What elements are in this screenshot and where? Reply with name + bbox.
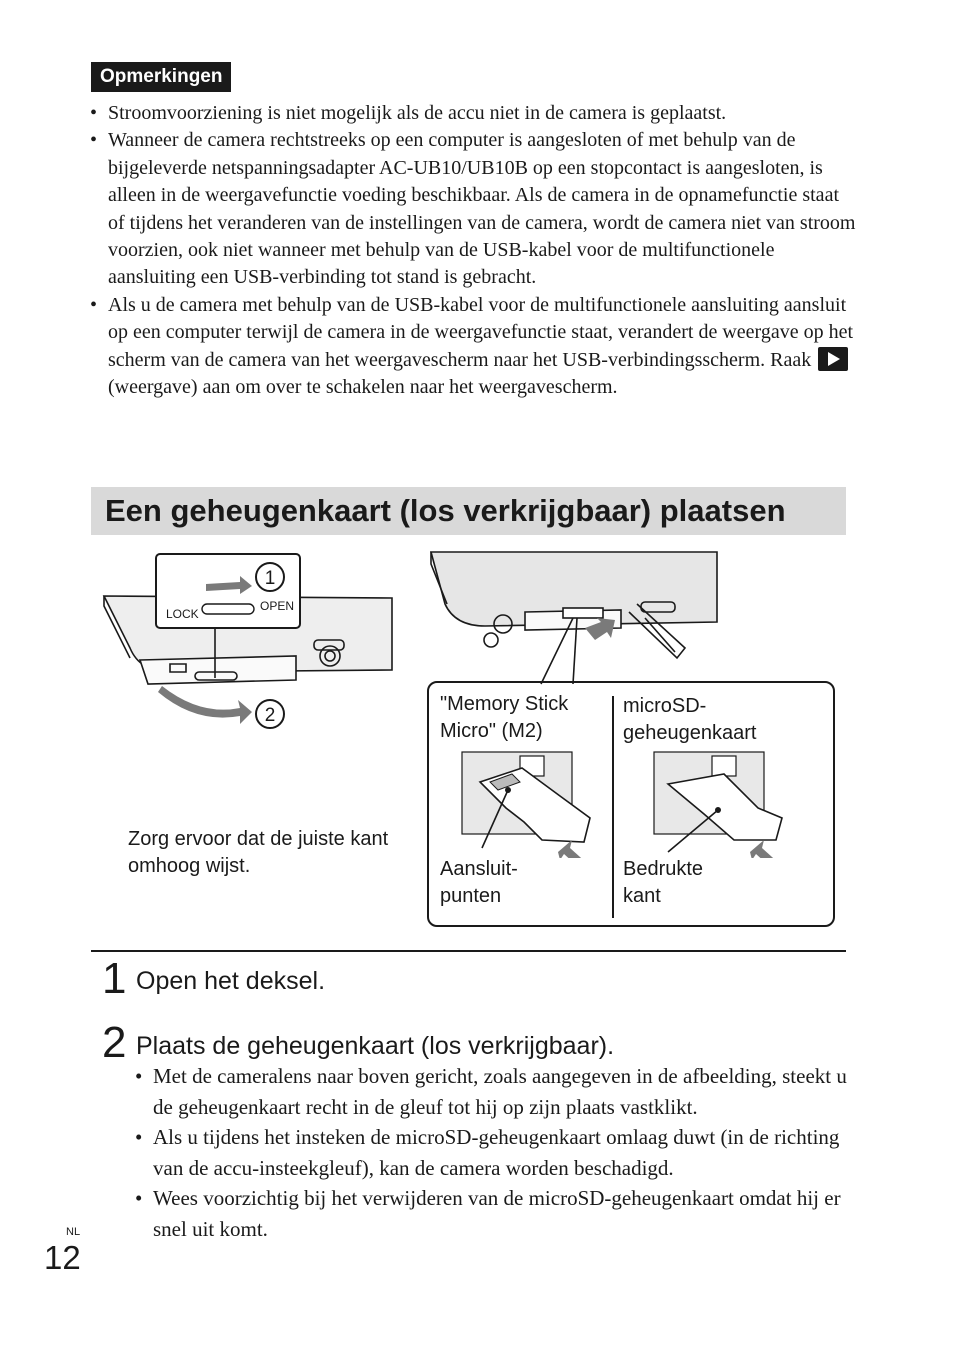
- step-2-bullets: [131, 1061, 851, 1244]
- list-item: • Als u tijdens het insteken de microSD-geheugenkaart omlaag duwt (in de richting van de accu-insteekgleuf), kan de camera worden beschadigd.: [131, 1122, 851, 1183]
- printed-side-label: Bedrukte kant: [623, 858, 704, 907]
- memory-stick-card-drawing: [460, 748, 596, 858]
- step-1-number: 1: [102, 954, 127, 1003]
- note-item: • Stroomvoorziening is niet mogelijk als de accu niet in de camera is geplaatst.: [86, 100, 856, 127]
- playback-icon: [818, 347, 848, 371]
- figure-caption: Zorg ervoor dat de juiste kant omhoog wijst.: [128, 828, 389, 877]
- note-item: [86, 292, 856, 402]
- callout-2: 2: [264, 705, 276, 726]
- lock-label: LOCK: [166, 607, 199, 621]
- callout-1: 1: [264, 568, 276, 589]
- note-item: • Wanneer de camera rechtstreeks op een computer is aangesloten of met behulp van de bijgeleverde netspanningsadapter AC-UB10/UB10B op een stopcontact is aangesloten, is alleen in de weergavefunctie voeding beschikbaar. Als de camera in de opnamefunctie staat of tijdens het veranderen van de instellingen van de camera, wordt de camera niet van stroom voorzien, ook niet wanneer met behulp van de USB-kabel voor de multifunctionele aansluiting een USB-verbinding tot stand is gebracht.: [86, 127, 856, 291]
- list-item: • Wees voorzichtig bij het verwijderen van de microSD-geheugenkaart omdat hij er snel uit komt.: [131, 1183, 851, 1244]
- step-2-title: Plaats de geheugenkaart (los verkrijgbaar).: [136, 1032, 615, 1060]
- section-title: Een geheugenkaart (los verkrijgbaar) plaatsen: [105, 493, 786, 528]
- open-label: OPEN: [260, 599, 295, 613]
- page-number: 12: [44, 1239, 81, 1276]
- step-2-number: 2: [102, 1018, 127, 1067]
- box-divider: [612, 696, 614, 918]
- card-slot-illustration: [425, 548, 725, 688]
- microsd-title: microSD- geheugenkaart: [623, 695, 757, 744]
- memory-stick-title: "Memory Stick Micro" (M2): [440, 693, 569, 742]
- divider-rule: [91, 950, 846, 952]
- section-header: [91, 487, 846, 535]
- step-1-title: Open het deksel.: [136, 967, 326, 995]
- microsd-card-drawing: [652, 748, 788, 858]
- note-text: Als u de camera met behulp van de USB-kabel voor de multifunctionele aansluiting aansluit op een computer terwijl de camera in de weergavefunctie staat, verandert de weergave op het scherm van de camera van het weergavescherm naar het USB-verbindingsscherm. Raak: [108, 293, 854, 371]
- language-code: NL: [66, 1226, 81, 1238]
- note-text: (weergave) aan om over te schakelen naar het weergavescherm.: [108, 376, 618, 399]
- notes-list: [86, 100, 856, 401]
- open-cover-illustration: [100, 548, 400, 748]
- list-item: • Met de cameralens naar boven gericht, zoals aangegeven in de afbeelding, steekt u de geheugenkaart recht in de gleuf tot hij op zijn plaats vastklikt.: [131, 1061, 851, 1122]
- contacts-label: Aansluit- punten: [440, 858, 518, 907]
- notes-heading: Opmerkingen: [91, 62, 231, 92]
